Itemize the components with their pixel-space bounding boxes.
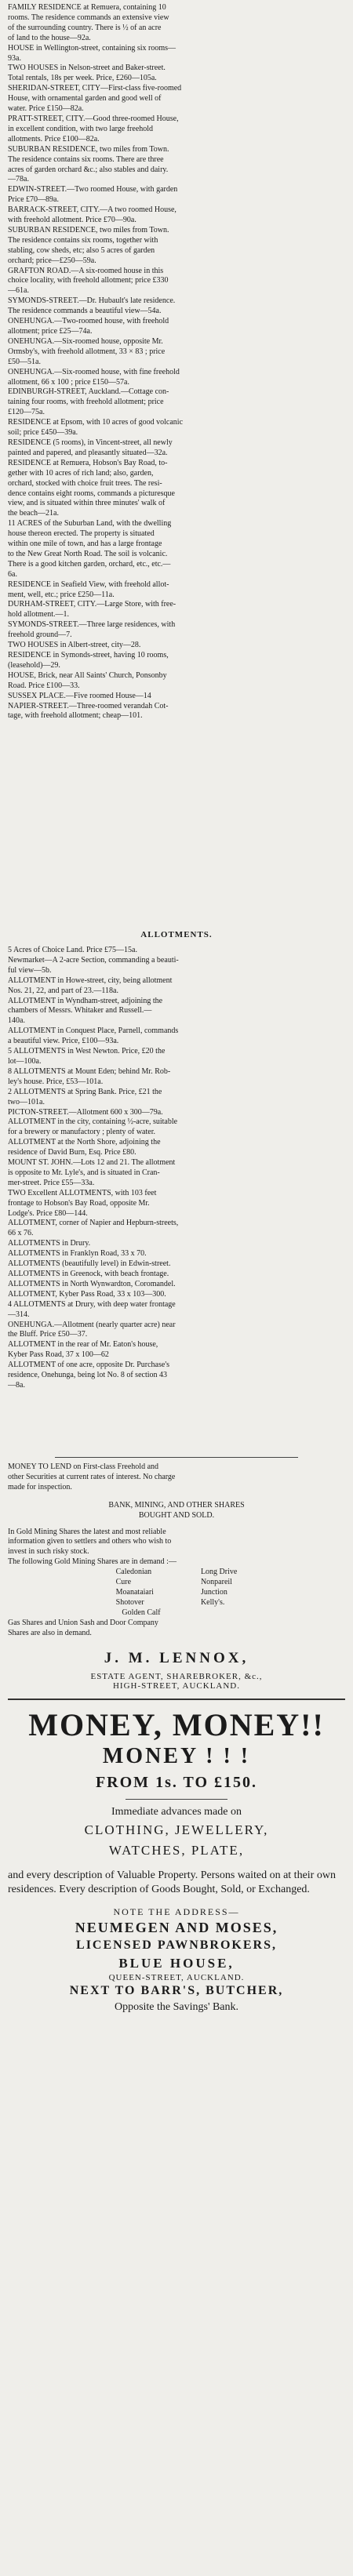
listing-line: EDINBURGH-STREET, Auckland.—Cottage con- [8,387,169,397]
listing-line: Ormsby's, with freehold allotment, 33 × 83 ; price [8,347,166,356]
share-name: Long Drive [200,1568,238,1577]
listing-line: allotments. Price £100—82a. [8,134,100,144]
pawnbroker-advertisement [8,1708,345,2015]
listing-line: allotment, 66 x 100 ; price £150—57a. [8,377,129,387]
money-line: other Securities at current rates of interest. No charge [8,1472,176,1481]
money-line: made for inspection. [8,1482,72,1491]
listing-line: hold allotment.—1. [8,610,70,619]
gas-line: Gas Shares and Union Sash and Door Company [8,1618,158,1627]
share-name: Shotover [115,1597,144,1607]
listing-line: orchard, stocked with choice fruit trees. The resi- [8,478,162,488]
listing-line: ALLOTMENT of one acre, opposite Dr. Purchase's [8,1361,170,1370]
listing-line: House, with ornamental garden and good well of [8,94,162,104]
listing-line: RESIDENCE in Symonds-street, having 10 rooms, [8,651,169,659]
listing-line: The residence contains six rooms. There are three [8,154,164,164]
ad-firm: NEUMEGEN AND MOSES, [75,1919,278,1935]
listing-line: Price £70—89a. [8,195,59,205]
listing-line: ALLOTMENT in Howe-street, city, being allotment [8,976,173,985]
listing-line: with freehold allotment. Price £70—90a. [8,216,136,225]
listing-line: The residence commands a beautiful view—54a. [8,307,162,316]
listing-line: 66 x 76. [8,1229,34,1238]
ad-next-to: NEXT TO BARR'S, BUTCHER, [69,1983,284,1997]
listing-line: (leasehold)—29. [8,660,60,670]
listing-line: ALLOTMENT in the rear of Mr. Eaton's house, [8,1340,158,1350]
listing-line: PRATT-STREET, CITY.—Good three-roomed House, [8,114,179,123]
listing-line: —78a. [8,175,29,184]
listing-line: soil; price £450—39a. [8,428,78,438]
listing-line: SHERIDAN-STREET, CITY—First-class five-roomed [8,84,182,93]
listing-line: DURHAM-STREET, CITY.—Large Store, with free- [8,600,176,609]
listing-line: house thereon erected. The property is situated [8,529,155,539]
listing-line: ALLOTMENTS in Greenock, with beach frontage. [8,1270,169,1278]
share-name: Golden Calf [122,1608,161,1617]
listing-line: mer-street. Price £55—33a. [8,1178,95,1187]
listing-line: FAMILY RESIDENCE at Remuera, containing 10 [8,3,166,12]
listing-line: 5 ALLOTMENTS in West Newton. Price, £20 the [8,1047,166,1056]
listing-line: allotment; price £25—74a. [8,327,93,336]
money-to-lend [8,1462,345,1493]
listing-line: £120—75a. [8,408,45,417]
listing-line: TWO HOUSES in Nelson-street and Baker-street. [8,64,166,73]
listing-line: Kyber Pass Road, 37 x 100—62 [8,1350,109,1360]
ad-item: CLOTHING, JEWELLERY, [84,1822,269,1837]
money-line: MONEY TO LEND on First-class Freehold and [8,1462,159,1471]
ad-headline: MONEY, MONEY!! [28,1706,325,1742]
listing-line: 140a. [8,1016,25,1026]
listing-line: the Bluff. Price £50—37. [8,1330,88,1339]
allotments-heading: ALLOTMENTS. [140,930,213,939]
divider [126,1799,227,1800]
listing-line: ONEHUNGA.—Six-roomed house, with fine freehold [8,367,180,376]
listing-line: The residence contains six rooms, together with [8,235,158,245]
listing-line: Total rentals, 18s per week. Price, £260—105a. [8,74,157,83]
shares-right-column [201,1568,237,1608]
shares-left-column [116,1568,154,1608]
listing-line: two—101a. [8,1097,45,1106]
listing-line: of land to the house—92a. [8,33,91,42]
listing-line: 2 ALLOTMENTS at Spring Bank. Price, £21 the [8,1087,162,1096]
listing-line: 93a. [8,53,21,63]
divider [8,1699,345,1700]
listing-line: freehold ground—7. [8,630,72,640]
listing-line: SUBURBAN RESIDENCE, two miles from Town. [8,225,169,234]
shares-list [8,1568,345,1608]
listing-line: —8a. [8,1380,25,1390]
listing-line: view, and is situated within three minutes' walk of [8,499,166,508]
listing-line: chambers of Messrs. Whitaker and Russell.— [8,1006,152,1016]
listing-line: stabling, cow sheds, etc; also 5 acres of garden [8,245,155,255]
listing-line: £50—51a. [8,357,41,366]
gas-line: Shares are also in demand. [8,1628,92,1637]
listing-line: for a brewery or manufactory ; plenty of water. [8,1128,155,1137]
listing-line: TWO Excellent ALLOTMENTS, with 103 feet [8,1188,157,1197]
listing-line: EDWIN-STREET.—Two roomed House, with garden [8,185,178,194]
listing-line: BARRACK-STREET, CITY.—A two roomed House, [8,205,176,215]
listing-line: HOUSE in Wellington-street, containing six rooms— [8,43,176,53]
listing-line: dence contains eight rooms, commands a picturesque [8,489,175,498]
listing-line: in excellent condition, with two large freehold [8,124,154,133]
ad-item: WATCHES, PLATE, [108,1842,245,1858]
ad-opposite: Opposite the Savings' Bank. [114,2000,239,2013]
divider [55,1457,298,1458]
listing-line: within one mile of town, and has a large frontage [8,540,162,549]
share-name: Kelly's. [200,1597,225,1607]
listing-line: ONEHUNGA.—Two-roomed house, with freehold [8,317,169,326]
listing-line: orchard; price—£250—59a. [8,256,96,265]
share-name: Moanataiari [115,1587,154,1597]
ad-subheadline: MONEY ! ! ! [102,1743,251,1768]
shares-heading: BANK, MINING, AND OTHER SHARES [108,1500,245,1510]
share-name: Cure [115,1578,132,1587]
listing-line: is opposite to Mr. Lyle's, and is situated in Cran- [8,1168,160,1177]
listing-line: There is a good kitchen garden, orchard, etc., etc.— [8,559,171,569]
shares-subheading: BOUGHT AND SOLD. [138,1510,215,1520]
listing-line: residence of David Burn, Esq. Price £80. [8,1148,136,1157]
listing-line: ALLOTMENTS in Franklyn Road, 33 x 70. [8,1249,147,1259]
listing-line: residence, Onehunga, being lot No. 8 of section 43 [8,1371,168,1380]
listing-line: TWO HOUSES in Albert-street, city—28. [8,641,141,650]
listing-line: tage, with freehold allotment; cheap—101. [8,711,143,721]
ad-trade: LICENSED PAWNBROKERS, [76,1938,277,1952]
listing-line: RESIDENCE in Seafield View, with freehold allot- [8,580,169,589]
listing-line: SYMONDS-STREET.—Dr. Hubault's late residence. [8,296,176,306]
listing-line: ALLOTMENTS in Drury. [8,1239,91,1248]
listing-line: Lodge's. Price £80—144. [8,1208,88,1218]
agent-name: J. M. LENNOX, [104,1649,249,1666]
listing-line: ALLOTMENT, Kyber Pass Road, 33 x 103—300. [8,1289,166,1299]
listing-line: RESIDENCE at Remuera, Hobson's Bay Road, to- [8,458,168,467]
listing-line: ONEHUNGA.—Six-roomed house, opposite Mr. [8,336,163,346]
agent-block [8,1650,345,1691]
listing-line: ALLOTMENT in Wyndham-street, adjoining the [8,996,163,1005]
listing-line: NAPIER-STREET.—Three-roomed verandah Cot- [8,701,169,710]
houses-listings [8,3,345,927]
ad-range: FROM 1s. TO £150. [95,1773,258,1791]
listing-line: SYMONDS-STREET.—Three large residences, with [8,620,176,630]
listing-line: to the New Great North Road. The soil is volcanic. [8,549,168,558]
listing-line: acres of garden orchard &c.; also stables and dairy. [8,165,169,174]
listing-line: the beach—21a. [8,509,59,518]
listing-line: —61a. [8,286,29,296]
listing-line: ALLOTMENT, corner of Napier and Hepburn-streets, [8,1219,179,1228]
listing-line: HOUSE, Brick, near All Saints' Church, Ponsonby [8,670,167,680]
share-name: Junction [200,1587,227,1597]
listing-line: 5 Acres of Choice Land. Price £75—15a. [8,946,137,954]
listing-line: SUSSEX PLACE.—Five roomed House—14 [8,691,151,700]
agent-address: HIGH-STREET, AUCKLAND. [112,1680,241,1691]
shares-section [8,1501,345,1639]
listing-line: RESIDENCE at Epsom, with 10 acres of good volcanic [8,418,184,427]
listing-line: 8 ALLOTMENTS at Mount Eden; behind Mr. Rob- [8,1066,171,1076]
listing-line: ALLOTMENTS (beautifully level) in Edwin-street. [8,1259,171,1269]
listing-line: painted and papered, and pleasantly situated—32a. [8,448,168,457]
mining-line: invest in such risky stock. [8,1547,89,1557]
listing-line: PICTON-STREET.—Allotment 600 x 300—79a. [8,1107,163,1117]
listing-line: 4 ALLOTMENTS at Drury, with deep water frontage [8,1299,176,1309]
listing-line: water. Price £150—82a. [8,104,84,114]
mining-line: The following Gold Mining Shares are in demand :— [8,1557,176,1567]
listing-line: a beautiful view. Price, £100—93a. [8,1037,119,1046]
listing-line: ALLOTMENT at the North Shore, adjoining the [8,1138,161,1147]
listing-line: ley's house. Price, £53—101a. [8,1077,104,1086]
listing-line: ONEHUNGA.—Allotment (nearly quarter acre) near [8,1320,176,1329]
share-name: Nonpareil [200,1578,232,1587]
listing-line: ALLOTMENT in the city, containing ½-acre, suitable [8,1117,178,1127]
share-name: Caledonian [115,1568,152,1577]
listing-line: SUBURBAN RESIDENCE, two miles from Town. [8,144,169,154]
listing-line: GRAFTON ROAD.—A six-roomed house in this [8,266,164,275]
listing-line: frontage to Hobson's Bay Road, opposite Mr. [8,1198,150,1208]
mining-line: information given to settlers and others who wish to [8,1537,172,1546]
ad-house: BLUE HOUSE, [118,1955,235,1971]
listing-line: ALLOTMENT in Conquest Place, Parnell, commands [8,1026,179,1036]
ad-intro: Immediate advances made on [111,1805,242,1818]
listing-line: MOUNT ST. JOHN.—Lots 12 and 21. The allotment [8,1158,176,1168]
listing-line: RESIDENCE (5 rooms), in Vincent-street, all newly [8,438,173,447]
listing-line: Newmarket—A 2-acre Section, commanding a beauti- [8,955,179,965]
listing-line: lot—100a. [8,1056,42,1066]
listing-line: taining four rooms, with freehold allotment; price [8,398,164,407]
listing-line: Nos. 21, 22, and part of 23.—118a. [8,986,118,995]
mining-line: In Gold Mining Shares the latest and most reliable [8,1527,166,1536]
listing-line: Road. Price £100—33. [8,681,80,690]
listing-line: rooms. The residence commands an extensive view [8,13,169,22]
listing-line: 11 ACRES of the Suburban Land, with the dwelling [8,519,172,529]
listing-line: —314. [8,1310,30,1319]
listing-line: ALLOTMENTS in North Wynwardton, Coromandel. [8,1279,176,1288]
allotments-listings [8,946,345,1452]
agent-title: ESTATE AGENT, SHAREBROKER, &c., [90,1671,263,1681]
ad-street: QUEEN-STREET, AUCKLAND. [108,1972,245,1982]
listing-line: ful view—5b. [8,965,52,975]
listing-line: ment, well, etc.; price £250—11a. [8,590,115,599]
ad-body: and every description of Valuable Property. Persons waited on at their own residences. Every description of Goods Bought, Sold, or Exchanged. [8,1869,336,1895]
listing-line: of the surrounding country. There is ½ of an acre [8,23,162,32]
ad-note: NOTE THE ADDRESS— [113,1906,240,1917]
listing-line: gether with 10 acres of rich land; also, garden, [8,468,154,478]
listing-line: choice locality, with freehold allotment; price £330 [8,276,169,285]
listing-line: 6a. [8,569,17,579]
